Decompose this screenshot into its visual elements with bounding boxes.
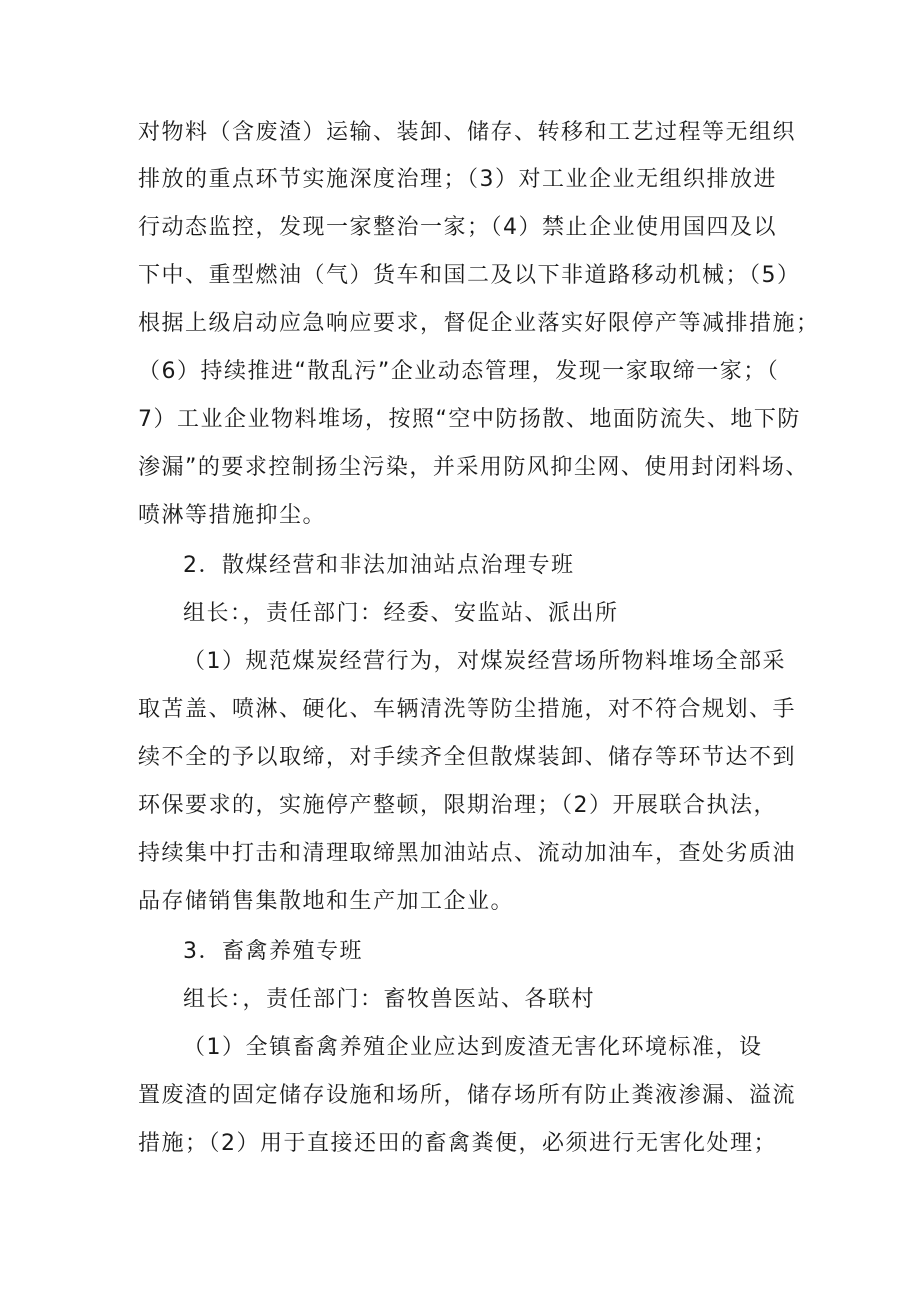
paragraph-line: 取苫盖、喷淋、硬化、车辆清洗等防尘措施，对不符合规划、手: [138, 697, 797, 722]
paragraph-line: 渗漏”的要求控制扬尘污染，并采用防风抑尘网、使用封闭料场、: [138, 455, 809, 480]
paragraph-line: 7）工业企业物料堆场，按照“空中防扬散、地面防流失、地下防: [138, 407, 801, 432]
paragraph-line: 品存储销售集散地和生产加工企业。: [138, 889, 515, 914]
paragraph-line: 下中、重型燃油（气）货车和国二及以下非道路移动机械；（5）: [138, 263, 801, 288]
paragraph-line: 喷淋等措施抑尘。: [138, 503, 327, 528]
section-heading: 2．散煤经营和非法加油站点治理专班: [183, 553, 575, 578]
section-heading: 3．畜禽养殖专班: [183, 939, 363, 964]
paragraph-line: 根据上级启动应急响应要求，督促企业落实好限停产等减排措施；: [138, 311, 820, 336]
section-leader: 组长：，责任部门：经委、安监站、派出所: [183, 601, 619, 626]
paragraph-line: 续不全的予以取缔，对手续齐全但散煤装卸、储存等环节达不到: [138, 745, 797, 770]
paragraph-line: 对物料（含废渣）运输、装卸、储存、转移和工艺过程等无组织: [138, 120, 797, 145]
paragraph-line: 排放的重点环节实施深度治理；（3）对工业企业无组织排放进: [138, 167, 777, 192]
paragraph-line: 持续集中打击和清理取缔黑加油站点、流动加油车，查处劣质油: [138, 841, 797, 866]
paragraph-line: 置废渣的固定储存设施和场所，储存场所有防止粪液渗漏、溢流: [138, 1083, 797, 1108]
paragraph-line: 措施；（2）用于直接还田的畜禽粪便，必须进行无害化处理；: [138, 1131, 777, 1156]
paragraph-line: （6）持续推进“散乱污”企业动态管理，发现一家取缔一家；（: [138, 359, 780, 384]
paragraph-line: 行动态监控，发现一家整治一家；（4）禁止企业使用国四及以: [138, 215, 777, 240]
section-leader: 组长：，责任部门：畜牧兽医站、各联村: [183, 987, 596, 1012]
paragraph-line: （1）全镇畜禽养殖企业应达到废渣无害化环境标准，设: [183, 1035, 763, 1060]
paragraph-line: 环保要求的，实施停产整顿，限期治理；（2）开展联合执法，: [138, 793, 777, 818]
paragraph-line: （1）规范煤炭经营行为，对煤炭经营场所物料堆场全部采: [183, 649, 786, 674]
